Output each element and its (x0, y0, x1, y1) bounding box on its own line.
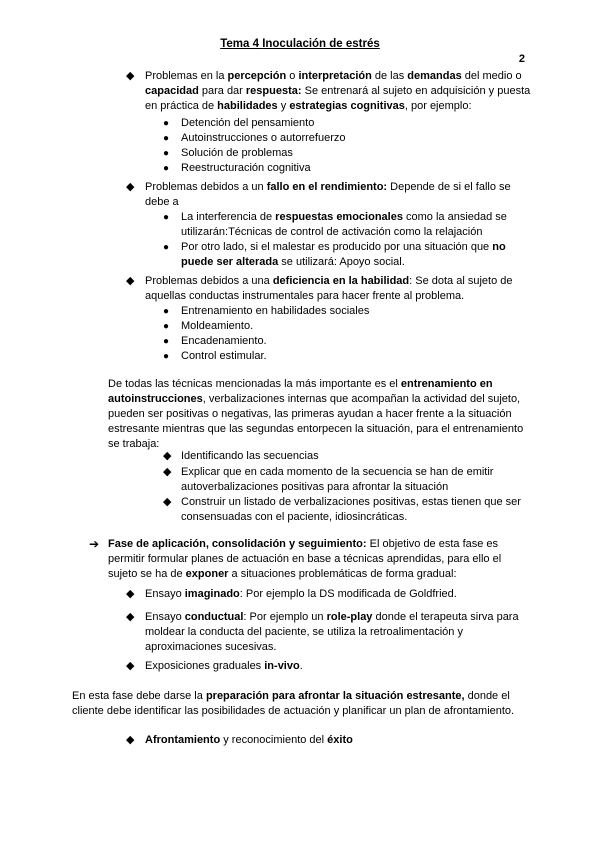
arrow-right-icon: ➔ (89, 537, 100, 551)
list-item: Reestructuración cognitiva (181, 162, 311, 174)
diamond-bullet-icon: ◆ (126, 275, 135, 287)
list-item: Autoinstrucciones o autorrefuerzo (181, 132, 346, 144)
paragraph-preparation: En esta fase debe darse la preparación para afrontar la situación estresante, donde el cliente debe identificar las posibilidades de actuación y planificar un plan de afrontamiento. (72, 690, 515, 717)
list-item: Control estimular. (181, 350, 267, 362)
list-item: Afrontamiento y reconocimiento del éxito (145, 734, 353, 746)
bullet-icon: ● (163, 148, 170, 159)
list-item: Explicar que en cada momento de la secuencia se han de emitir autoverbalizaciones positivas para afrontar la situación (181, 466, 494, 493)
bullet-icon: ● (163, 351, 170, 362)
bullet-icon: ● (163, 133, 170, 144)
bullet-icon: ● (163, 321, 170, 332)
diamond-bullet-icon: ◆ (126, 70, 135, 82)
page-number: 2 (518, 53, 525, 65)
list-item: Exposiciones graduales in-vivo. (145, 660, 303, 672)
list-item: Identificando las secuencias (181, 450, 319, 462)
diamond-bullet-icon: ◆ (126, 660, 135, 672)
bullet-icon: ● (163, 336, 170, 347)
bullet-icon: ● (163, 163, 170, 174)
list-item: Construir un listado de verbalizaciones positivas, estas tienen que ser consensuadas con el paciente, idiosincráticas. (181, 496, 521, 523)
diamond-bullet-icon: ◆ (163, 450, 172, 462)
list-item: Ensayo conductual: Por ejemplo un role-play donde el terapeuta sirva para moldear la conducta del paciente, se utiliza la retroalimentación y aproximaciones sucesivas. (145, 611, 519, 653)
bullet-icon: ● (163, 118, 170, 129)
list-item: Por otro lado, si el malestar es producido por una situación que no puede ser alterada se utilizará: Apoyo social. (181, 241, 506, 268)
diamond-bullet-icon: ◆ (163, 496, 172, 508)
list-item: Solución de problemas (181, 147, 293, 159)
list-item: La interferencia de respuestas emocionales como la ansiedad se utilizarán:Técnicas de control de activación como la relajación (181, 211, 507, 238)
paragraph-application-phase: Fase de aplicación, consolidación y seguimiento: El objetivo de esta fase es permitir formular planes de actuación en base a técnicas aprendidas, para ello el sujeto se ha de exponer a situaciones problemáticas de forma gradual: (108, 538, 502, 580)
paragraph-skill-deficiency: Problemas debidos a una deficiencia en la habilidad: Se dota al sujeto de aquellas conductas instrumentales para hacer frente al problema. (145, 275, 513, 302)
list-item: Ensayo imaginado: Por ejemplo la DS modificada de Goldfried. (145, 588, 457, 600)
list-item: Moldeamiento. (181, 320, 254, 332)
list-item: Detención del pensamiento (181, 117, 315, 129)
diamond-bullet-icon: ◆ (163, 466, 172, 478)
list-item: Entrenamiento en habilidades sociales (181, 305, 370, 317)
list-item: Encadenamiento. (181, 335, 267, 347)
bullet-icon: ● (163, 212, 170, 223)
diamond-bullet-icon: ◆ (126, 734, 135, 746)
bullet-icon: ● (163, 242, 170, 253)
page-title: Tema 4 Inoculación de estrés (220, 38, 380, 50)
diamond-bullet-icon: ◆ (126, 181, 135, 193)
paragraph-performance-failure: Problemas debidos a un fallo en el rendimiento: Depende de si el fallo se debe a (145, 181, 511, 208)
bullet-icon: ● (163, 306, 170, 317)
paragraph-self-instructions: De todas las técnicas mencionadas la más importante es el entrenamiento en autoinstrucciones, verbalizaciones internas que acompañan la actividad del sujeto, pueden ser positivas o negativas, las primeras ayudan a hacer frente a la situación estresante mientras que las segundas entorpecen la situación, para el entrenamiento se trabaja: (108, 378, 524, 450)
paragraph-perception-problems: Problemas en la percepción o interpretación de las demandas del medio o capacidad para dar respuesta: Se entrenará al sujeto en adquisición y puesta en práctica de habilidades y estrategias cognitivas, por ejemplo: (145, 70, 531, 112)
diamond-bullet-icon: ◆ (126, 611, 135, 623)
diamond-bullet-icon: ◆ (126, 588, 135, 600)
